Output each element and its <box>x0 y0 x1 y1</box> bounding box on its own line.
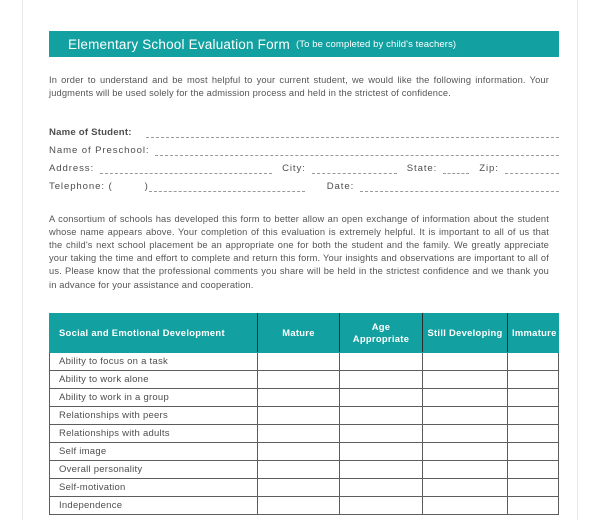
rating-cell-age-appropriate[interactable] <box>340 442 423 460</box>
date-label: Date: <box>326 180 355 192</box>
table-row <box>50 478 559 496</box>
telephone-input[interactable] <box>149 182 305 192</box>
column-header-immature: Immature <box>508 313 559 352</box>
address-label: Address: <box>49 162 95 174</box>
rating-cell-mature[interactable] <box>258 478 340 496</box>
telephone-date-row <box>49 174 559 192</box>
rating-cell-mature[interactable] <box>258 388 340 406</box>
rating-cell-immature[interactable] <box>508 352 559 370</box>
rating-cell-mature[interactable] <box>258 460 340 478</box>
rating-cell-age-appropriate[interactable] <box>340 388 423 406</box>
rating-cell-age-appropriate[interactable] <box>340 478 423 496</box>
telephone-label: Telephone: ( <box>49 180 113 192</box>
row-label: Ability to work in a group <box>50 388 258 406</box>
rating-cell-immature[interactable] <box>508 370 559 388</box>
table-row <box>50 460 559 478</box>
rating-cell-mature[interactable] <box>258 442 340 460</box>
rating-cell-immature[interactable] <box>508 496 559 514</box>
address-input[interactable] <box>100 164 272 174</box>
table-header-row <box>50 313 559 352</box>
preschool-name-label: Name of Preschool: <box>49 144 150 156</box>
student-name-row <box>49 120 559 138</box>
state-input[interactable] <box>443 164 469 174</box>
student-name-input[interactable] <box>146 128 559 138</box>
rating-cell-mature[interactable] <box>258 496 340 514</box>
rating-cell-still-developing[interactable] <box>423 460 508 478</box>
table-row <box>50 424 559 442</box>
row-label: Independence <box>50 496 258 514</box>
table-row <box>50 496 559 514</box>
rating-cell-mature[interactable] <box>258 406 340 424</box>
preschool-name-input[interactable] <box>155 146 559 156</box>
rating-cell-immature[interactable] <box>508 442 559 460</box>
form-fields-group <box>49 120 559 192</box>
rating-cell-immature[interactable] <box>508 478 559 496</box>
rating-cell-still-developing[interactable] <box>423 406 508 424</box>
row-label: Ability to focus on a task <box>50 352 258 370</box>
address-row <box>49 156 559 174</box>
intro-paragraph: In order to understand and be most helpful to your current student, we would like the following information. Your judgments will be used solely for the admission process and held in the strictest of confidence. <box>49 75 549 99</box>
row-label: Self-motivation <box>50 478 258 496</box>
rating-cell-mature[interactable] <box>258 352 340 370</box>
consortium-paragraph: A consortium of schools has developed this form to better allow an open exchange of information about the student whose name appears above. Your completion of this evaluation is extremely helpful. It is important to all of us that the child's next school placement be an appropriate one for both the student and the family. We greatly appreciate your taking the time and effort to complete and return this form. Your insights and observations are important to all of us. Please know that the professional comments you share will be held in the strictest confidence and we thank you in advance for your assistance and cooperation. <box>49 213 549 290</box>
table-row <box>50 406 559 424</box>
rating-cell-age-appropriate[interactable] <box>340 352 423 370</box>
row-label: Self image <box>50 442 258 460</box>
page-subtitle: (To be completed by child's teachers) <box>295 38 457 50</box>
row-label: Overall personality <box>50 460 258 478</box>
row-label: Relationships with adults <box>50 424 258 442</box>
row-label: Ability to work alone <box>50 370 258 388</box>
rating-cell-immature[interactable] <box>508 460 559 478</box>
rating-cell-still-developing[interactable] <box>423 424 508 442</box>
form-sheet <box>49 31 559 515</box>
evaluation-table <box>49 313 559 515</box>
rating-cell-age-appropriate[interactable] <box>340 460 423 478</box>
table-row <box>50 388 559 406</box>
table-body <box>50 352 559 514</box>
table-row <box>50 442 559 460</box>
table-row <box>50 370 559 388</box>
student-name-label: Name of Student: <box>49 126 132 138</box>
table-row <box>50 352 559 370</box>
rating-cell-still-developing[interactable] <box>423 442 508 460</box>
preschool-name-row <box>49 138 559 156</box>
rating-cell-immature[interactable] <box>508 406 559 424</box>
rating-cell-still-developing[interactable] <box>423 370 508 388</box>
state-label: State: <box>406 162 438 174</box>
row-label: Relationships with peers <box>50 406 258 424</box>
zip-label: Zip: <box>479 162 499 174</box>
rating-cell-age-appropriate[interactable] <box>340 406 423 424</box>
column-header-still-developing: Still Developing <box>423 313 508 352</box>
column-header-mature: Mature <box>258 313 340 352</box>
rating-cell-still-developing[interactable] <box>423 352 508 370</box>
rating-cell-mature[interactable] <box>258 370 340 388</box>
form-title-banner <box>49 31 559 57</box>
rating-cell-still-developing[interactable] <box>423 496 508 514</box>
telephone-paren-close: ) <box>144 180 149 192</box>
rating-cell-still-developing[interactable] <box>423 478 508 496</box>
document-page <box>22 0 578 520</box>
rating-cell-immature[interactable] <box>508 424 559 442</box>
zip-input[interactable] <box>505 164 559 174</box>
rating-cell-age-appropriate[interactable] <box>340 370 423 388</box>
city-label: City: <box>282 162 306 174</box>
rating-cell-immature[interactable] <box>508 388 559 406</box>
rating-cell-age-appropriate[interactable] <box>340 496 423 514</box>
column-header-age-appropriate: Age Appropriate <box>340 313 423 352</box>
city-input[interactable] <box>312 164 397 174</box>
rating-cell-mature[interactable] <box>258 424 340 442</box>
column-header-category: Social and Emotional Development <box>50 313 258 352</box>
date-input[interactable] <box>360 182 559 192</box>
rating-cell-age-appropriate[interactable] <box>340 424 423 442</box>
page-title: Elementary School Evaluation Form <box>68 36 290 52</box>
rating-cell-still-developing[interactable] <box>423 388 508 406</box>
